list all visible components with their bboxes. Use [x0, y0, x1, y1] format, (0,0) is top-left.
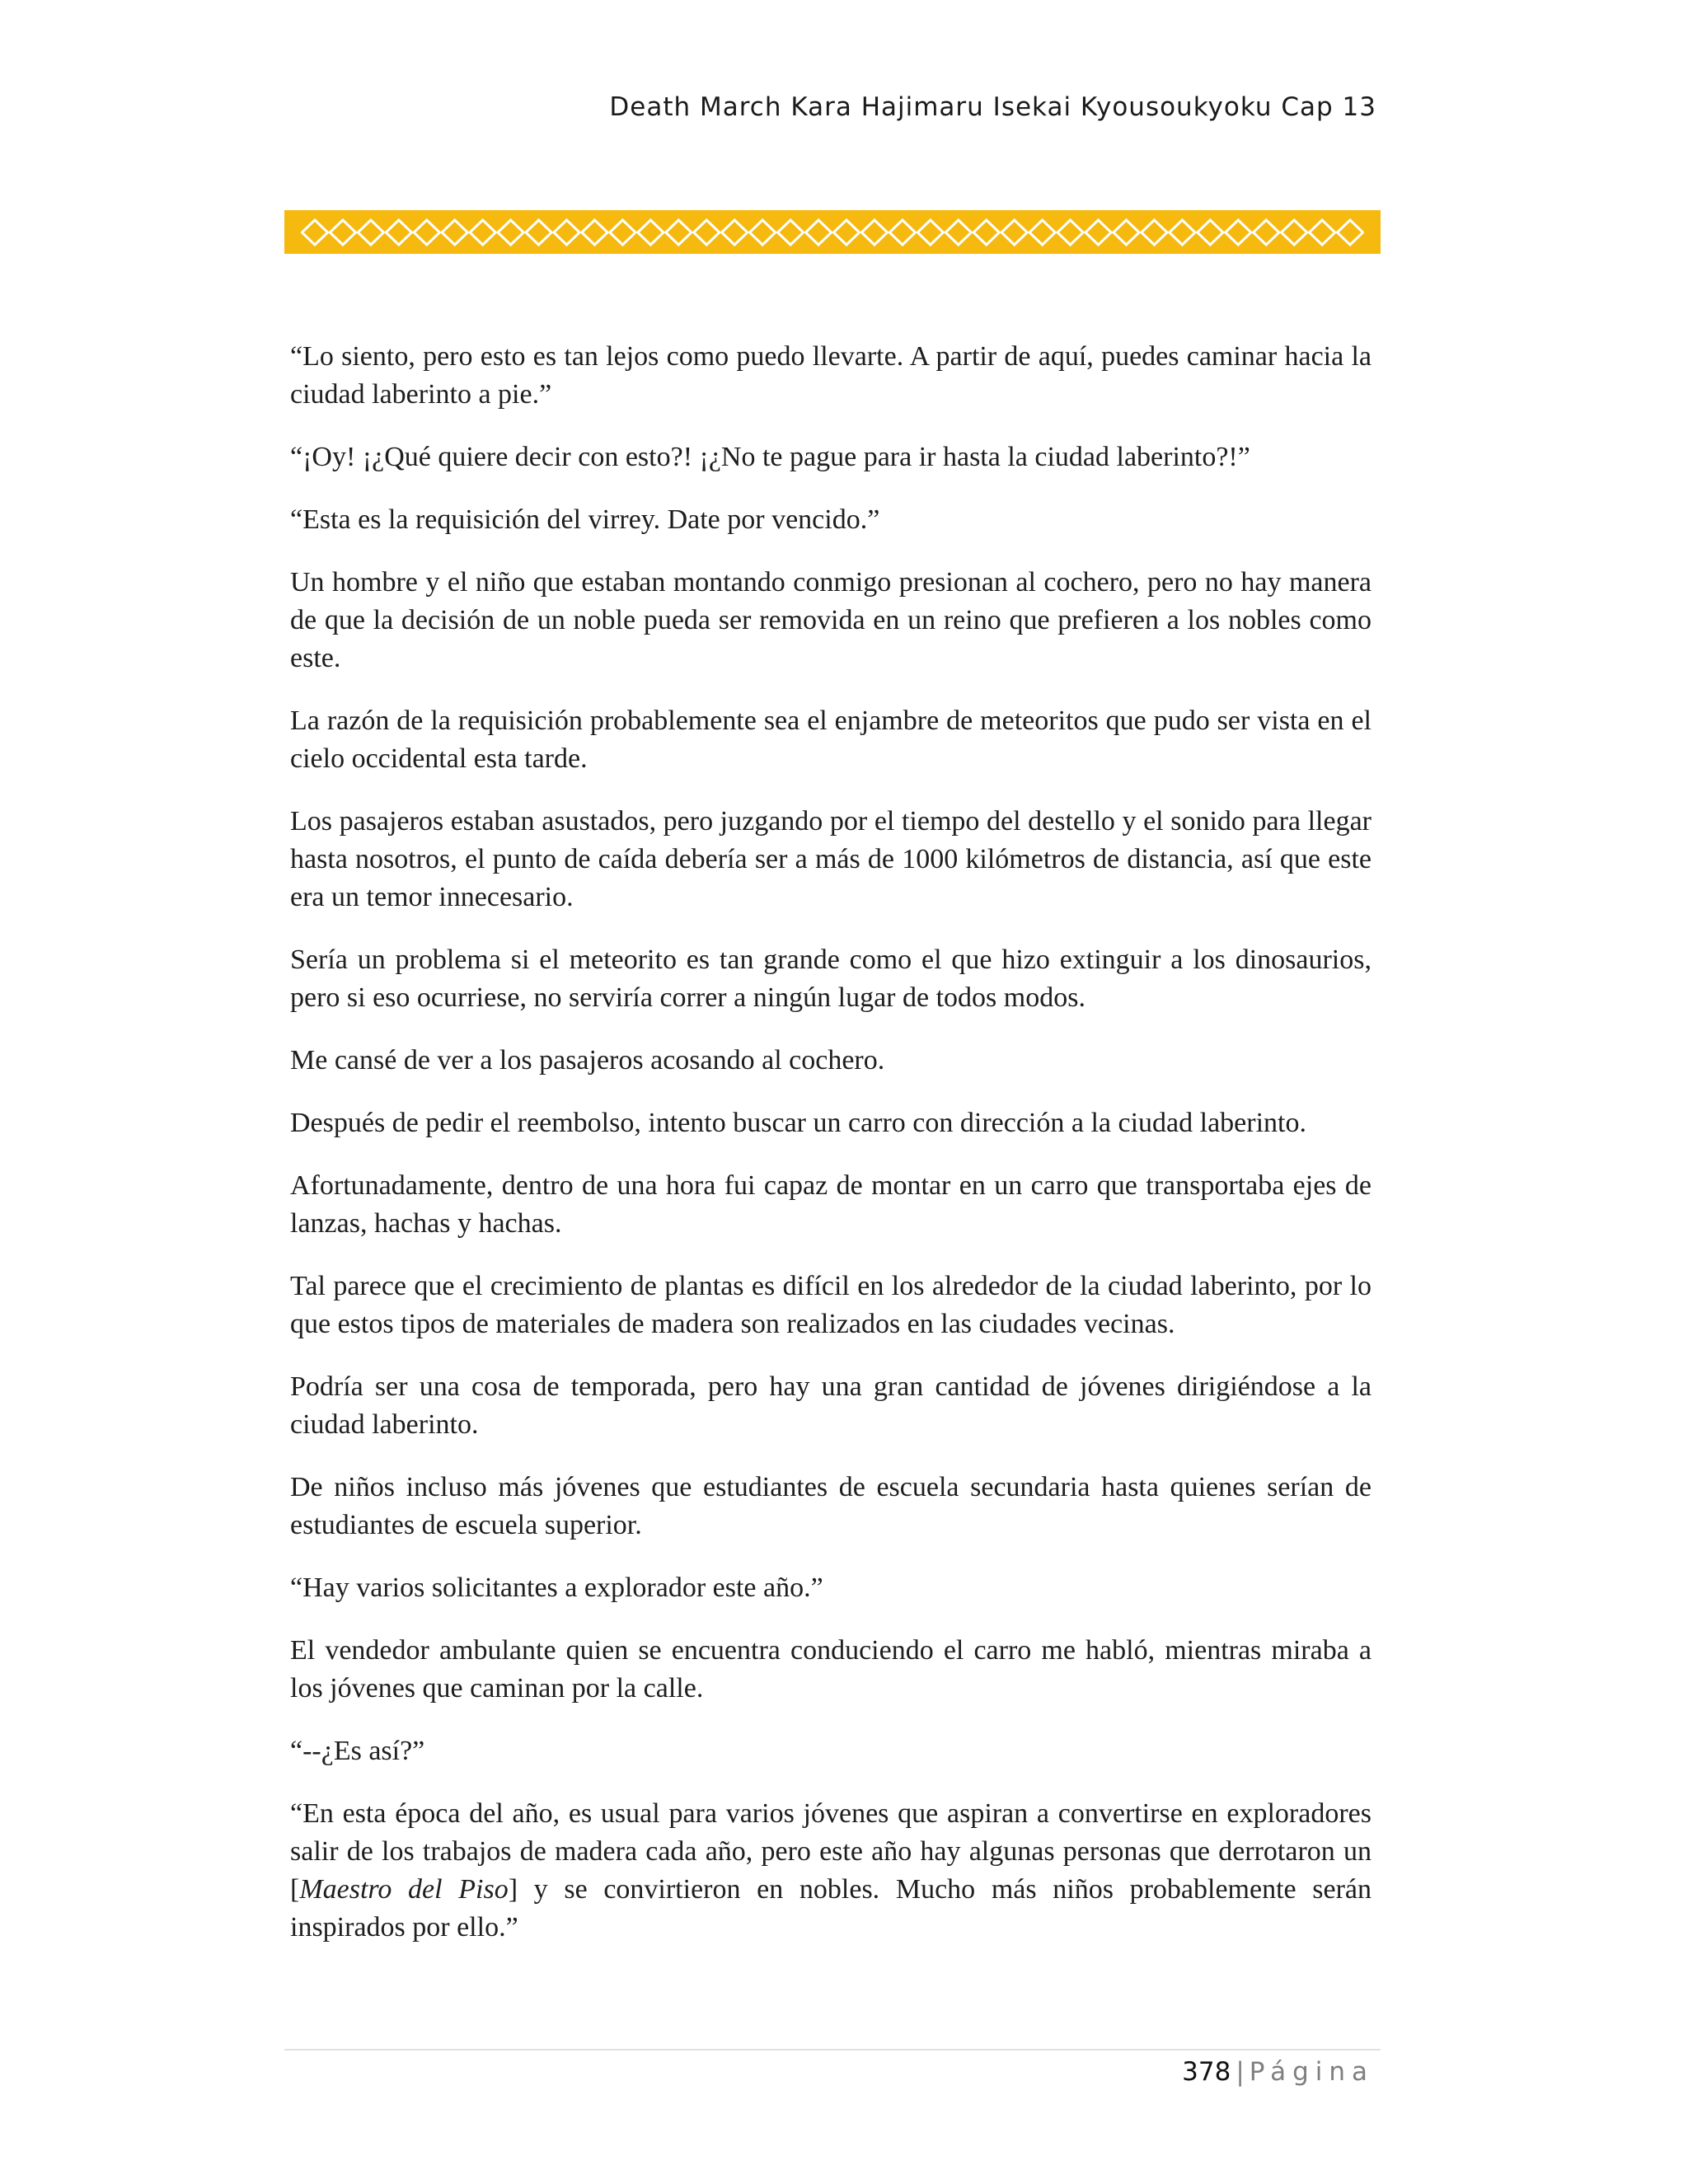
paragraph: Afortunadamente, dentro de una hora fui capaz de montar en un carro que transportaba ejes de lanzas, hachas y hachas.: [290, 1170, 1372, 1239]
page-footer: [284, 2057, 1381, 2087]
diamond-icon: [889, 220, 915, 245]
diamond-icon: [1337, 220, 1362, 245]
diamond-icon: [1085, 220, 1111, 245]
diamond-icon: [750, 220, 776, 245]
diamond-icon: [1254, 220, 1279, 245]
diamond-icon: [1114, 220, 1139, 245]
diamond-icon: [638, 220, 663, 245]
paragraph: Los pasajeros estaban asustados, pero juzgando por el tiempo del destello y el sonido para llegar hasta nosotros, el punto de caída debería ser a más de 1000 kilómetros de distancia, así que este era un temor innecesario.: [290, 806, 1372, 912]
diamond-icon: [694, 220, 720, 245]
page-header: [284, 92, 1376, 122]
diamond-icon: [722, 220, 748, 245]
page-word: Página: [1249, 2057, 1374, 2087]
footer-divider: [284, 2049, 1381, 2050]
paragraph: Después de pedir el reembolso, intento buscar un carro con dirección a la ciudad laberinto.: [290, 1108, 1306, 1138]
diamond-icon: [666, 220, 692, 245]
diamond-icon: [1001, 220, 1027, 245]
diamond-icon: [610, 220, 635, 245]
diamond-icon: [945, 220, 971, 245]
diamond-icon: [1142, 220, 1167, 245]
paragraph: “Esta es la requisición del virrey. Date por vencido.”: [290, 504, 880, 535]
diamond-icon: [330, 220, 355, 245]
diamond-icon: [302, 220, 327, 245]
diamond-icon: [777, 220, 803, 245]
diamond-icon: [1029, 220, 1055, 245]
diamond-icon: [470, 220, 495, 245]
paragraph: Sería un problema si el meteorito es tan grande como el que hizo extinguir a los dinosaurios, pero si eso ocurriese, no serviría correr a ningún lugar de todos modos.: [290, 944, 1372, 1013]
diamond-icon: [1282, 220, 1307, 245]
diamond-row-icon: [301, 216, 1364, 249]
paragraph: “Lo siento, pero esto es tan lejos como puedo llevarte. A partir de aquí, puedes caminar hacia la ciudad laberinto a pie.”: [290, 341, 1372, 410]
paragraph: De niños incluso más jóvenes que estudiantes de escuela secundaria hasta quienes serían de estudiantes de escuela superior.: [290, 1472, 1372, 1540]
italic-term: Maestro del Piso: [299, 1874, 509, 1905]
paragraph: La razón de la requisición probablemente sea el enjambre de meteoritos que pudo ser vista en el cielo occidental esta tarde.: [290, 705, 1372, 774]
footer-separator: |: [1236, 2057, 1245, 2087]
diamond-icon: [442, 220, 467, 245]
chapter-body: [290, 338, 1372, 1971]
paragraph: El vendedor ambulante quien se encuentra conduciendo el carro me habló, mientras miraba a los jóvenes que caminan por la calle.: [290, 1635, 1372, 1704]
decorative-diamond-banner: [284, 210, 1381, 254]
paragraph: “¡Oy! ¡¿Qué quiere decir con esto?! ¡¿No te pague para ir hasta la ciudad laberinto?!”: [290, 442, 1250, 472]
diamond-icon: [498, 220, 523, 245]
diamond-icon: [917, 220, 943, 245]
paragraph: Un hombre y el niño que estaban montando conmigo presionan al cochero, pero no hay manera de que la decisión de un noble pueda ser removida en un reino que prefieren a los nobles como este.: [290, 567, 1372, 673]
diamond-icon: [554, 220, 579, 245]
paragraph: “Hay varios solicitantes a explorador este año.”: [290, 1572, 823, 1603]
paragraph: Me cansé de ver a los pasajeros acosando al cochero.: [290, 1045, 885, 1076]
diamond-icon: [1226, 220, 1251, 245]
chapter-title: Death March Kara Hajimaru Isekai Kyousoukyoku Cap 13: [609, 92, 1376, 122]
diamond-icon: [358, 220, 383, 245]
diamond-icon: [386, 220, 411, 245]
diamond-icon: [582, 220, 607, 245]
diamond-icon: [414, 220, 439, 245]
diamond-icon: [861, 220, 887, 245]
diamond-icon: [526, 220, 551, 245]
diamond-icon: [973, 220, 999, 245]
diamond-icon: [805, 220, 831, 245]
diamond-icon: [1170, 220, 1195, 245]
paragraph: Podría ser una cosa de temporada, pero hay una gran cantidad de jóvenes dirigiéndose a la ciudad laberinto.: [290, 1371, 1372, 1440]
paragraph-last: [290, 1795, 1372, 1947]
diamond-icon: [833, 220, 859, 245]
diamond-icon: [1198, 220, 1223, 245]
paragraph: Tal parece que el crecimiento de plantas es difícil en los alrededor de la ciudad laberinto, por lo que estos tipos de materiales de madera son realizados en las ciudades vecinas.: [290, 1271, 1372, 1339]
paragraph: “--¿Es así?”: [290, 1736, 425, 1766]
paragraph-last-start: “En esta época del año, es usual para varios jóvenes que aspiran a convertirse en exploradores salir de los trabajos de madera cada año, pero este año hay algunas personas que derrotaron un [: [290, 1798, 1372, 1905]
page-number: 378: [1182, 2057, 1231, 2087]
diamond-icon: [1057, 220, 1083, 245]
diamond-icon: [1309, 220, 1334, 245]
paragraph-last-end: ] y se convirtieron en nobles. Mucho más niños probablemente serán inspirados por ello.”: [290, 1874, 1372, 1943]
